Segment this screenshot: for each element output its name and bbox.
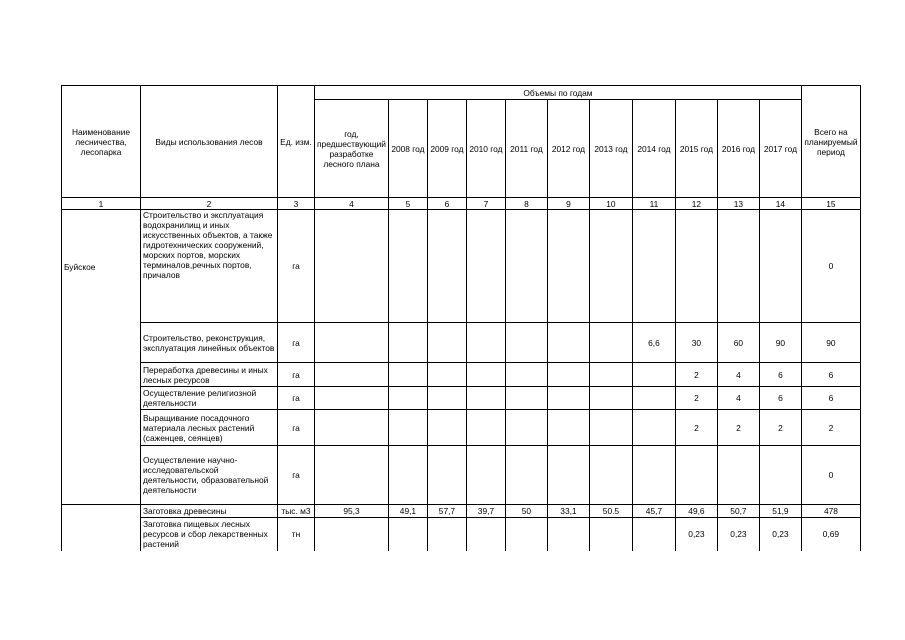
header-year: 2012 год: [547, 100, 589, 198]
header-kinds-of-use: Виды использования лесов: [141, 86, 278, 198]
forestry-name-cell: Буйское: [62, 210, 141, 505]
kind-of-use-cell: Заготовка пищевых лесных ресурсов и сбор лекарственных растений: [141, 518, 278, 551]
unit-cell: га: [278, 323, 315, 363]
column-number: 7: [466, 198, 505, 210]
kind-of-use-cell: Выращивание посадочного материала лесных растений (саженцев, сеянцев): [141, 410, 278, 446]
value-cell: [315, 518, 389, 551]
value-cell: 57,7: [427, 505, 466, 518]
header-year: 2017 год: [759, 100, 801, 198]
value-cell: [388, 446, 427, 505]
value-cell: [315, 446, 389, 505]
value-cell: 6: [759, 363, 801, 387]
kind-of-use-cell: Заготовка древесины: [141, 505, 278, 518]
value-cell: 30: [675, 323, 717, 363]
value-cell: 50.5: [589, 505, 632, 518]
value-cell: [589, 410, 632, 446]
unit-cell: га: [278, 410, 315, 446]
value-cell: [388, 363, 427, 387]
value-cell: [675, 446, 717, 505]
value-cell: 0,23: [717, 518, 759, 551]
value-cell: [505, 387, 547, 410]
total-cell: 478: [801, 505, 860, 518]
value-cell: 2: [759, 410, 801, 446]
kind-of-use-cell: Осуществление научно-исследовательской деятельности, образовательной деятельности: [141, 446, 278, 505]
column-number: 15: [801, 198, 860, 210]
forestry-name-cell: [62, 505, 141, 551]
header-year: 2008 год: [388, 100, 427, 198]
value-cell: [675, 210, 717, 323]
column-number: 13: [717, 198, 759, 210]
value-cell: [466, 410, 505, 446]
value-cell: [315, 410, 389, 446]
value-cell: [589, 446, 632, 505]
value-cell: [466, 446, 505, 505]
value-cell: 2: [717, 410, 759, 446]
value-cell: 50,7: [717, 505, 759, 518]
total-cell: 0: [801, 210, 860, 323]
value-cell: [759, 446, 801, 505]
value-cell: [547, 446, 589, 505]
value-cell: 95,3: [315, 505, 389, 518]
unit-cell: га: [278, 387, 315, 410]
value-cell: [547, 323, 589, 363]
header-forestry-name: Наименование лесничества, лесопарка: [62, 86, 141, 198]
value-cell: [632, 410, 675, 446]
value-cell: 2: [675, 410, 717, 446]
total-cell: 90: [801, 323, 860, 363]
value-cell: [632, 387, 675, 410]
value-cell: [505, 518, 547, 551]
value-cell: [547, 387, 589, 410]
value-cell: 6,6: [632, 323, 675, 363]
value-cell: [759, 210, 801, 323]
value-cell: [466, 210, 505, 323]
value-cell: [547, 518, 589, 551]
value-cell: [427, 387, 466, 410]
column-number: 11: [632, 198, 675, 210]
header-year: 2010 год: [466, 100, 505, 198]
value-cell: [427, 446, 466, 505]
column-number: 14: [759, 198, 801, 210]
value-cell: [547, 363, 589, 387]
value-cell: 50: [505, 505, 547, 518]
column-number: 3: [278, 198, 315, 210]
column-number: 4: [315, 198, 389, 210]
value-cell: 49,1: [388, 505, 427, 518]
value-cell: [388, 387, 427, 410]
value-cell: [315, 363, 389, 387]
value-cell: [589, 387, 632, 410]
header-year: 2011 год: [505, 100, 547, 198]
header-year: 2009 год: [427, 100, 466, 198]
total-cell: 6: [801, 387, 860, 410]
kind-of-use-cell: Осуществление религиозной деятельности: [141, 387, 278, 410]
value-cell: [505, 210, 547, 323]
total-cell: 0: [801, 446, 860, 505]
value-cell: [589, 518, 632, 551]
value-cell: [505, 323, 547, 363]
value-cell: [388, 323, 427, 363]
column-number: 2: [141, 198, 278, 210]
value-cell: 39,7: [466, 505, 505, 518]
value-cell: [632, 210, 675, 323]
column-number: 1: [62, 198, 141, 210]
value-cell: [505, 363, 547, 387]
header-year: 2015 год: [675, 100, 717, 198]
value-cell: [466, 323, 505, 363]
value-cell: [427, 363, 466, 387]
value-cell: [466, 387, 505, 410]
value-cell: [632, 446, 675, 505]
header-total: Всего на планируемый период: [801, 86, 860, 198]
value-cell: [427, 410, 466, 446]
unit-cell: га: [278, 210, 315, 323]
value-cell: [632, 363, 675, 387]
value-cell: 4: [717, 363, 759, 387]
column-number: 6: [427, 198, 466, 210]
value-cell: [505, 446, 547, 505]
value-cell: 6: [759, 387, 801, 410]
value-cell: 2: [675, 363, 717, 387]
value-cell: [315, 210, 389, 323]
value-cell: [315, 323, 389, 363]
header-prior-year: год, предшествующий разработке лесного плана: [315, 100, 389, 198]
value-cell: [717, 210, 759, 323]
value-cell: [547, 410, 589, 446]
column-number: 9: [547, 198, 589, 210]
unit-cell: тыс. м3: [278, 505, 315, 518]
unit-cell: га: [278, 446, 315, 505]
column-number: 12: [675, 198, 717, 210]
value-cell: [388, 210, 427, 323]
column-number: 8: [505, 198, 547, 210]
value-cell: [466, 363, 505, 387]
header-year: 2013 год: [589, 100, 632, 198]
total-cell: 6: [801, 363, 860, 387]
value-cell: [505, 410, 547, 446]
value-cell: [466, 518, 505, 551]
unit-cell: тн: [278, 518, 315, 551]
value-cell: [632, 518, 675, 551]
kind-of-use-cell: Строительство и эксплуатация водохранилищ и иных искусственных объектов, а также гидротехнических сооружений, морских портов, морских терминалов,речных портов, причалов: [141, 210, 278, 323]
value-cell: [717, 446, 759, 505]
value-cell: 60: [717, 323, 759, 363]
value-cell: 4: [717, 387, 759, 410]
header-year: 2016 год: [717, 100, 759, 198]
value-cell: 33,1: [547, 505, 589, 518]
value-cell: 49,6: [675, 505, 717, 518]
value-cell: 0,23: [675, 518, 717, 551]
value-cell: 90: [759, 323, 801, 363]
value-cell: [589, 323, 632, 363]
value-cell: [315, 387, 389, 410]
header-unit: Ед. изм.: [278, 86, 315, 198]
value-cell: [427, 518, 466, 551]
value-cell: [589, 363, 632, 387]
value-cell: 45,7: [632, 505, 675, 518]
value-cell: [427, 210, 466, 323]
column-number: 10: [589, 198, 632, 210]
total-cell: 2: [801, 410, 860, 446]
value-cell: 2: [675, 387, 717, 410]
value-cell: [589, 210, 632, 323]
value-cell: [388, 410, 427, 446]
total-cell: 0,69: [801, 518, 860, 551]
value-cell: [547, 210, 589, 323]
value-cell: [388, 518, 427, 551]
column-number: 5: [388, 198, 427, 210]
header-volumes-by-year: Объемы по годам: [315, 86, 802, 100]
unit-cell: га: [278, 363, 315, 387]
value-cell: 0,23: [759, 518, 801, 551]
value-cell: [427, 323, 466, 363]
header-year: 2014 год: [632, 100, 675, 198]
forest-use-table: [61, 85, 861, 551]
kind-of-use-cell: Переработка древесины и иных лесных ресурсов: [141, 363, 278, 387]
value-cell: 51,9: [759, 505, 801, 518]
kind-of-use-cell: Строительство, реконструкция, эксплуатация линейных объектов: [141, 323, 278, 363]
